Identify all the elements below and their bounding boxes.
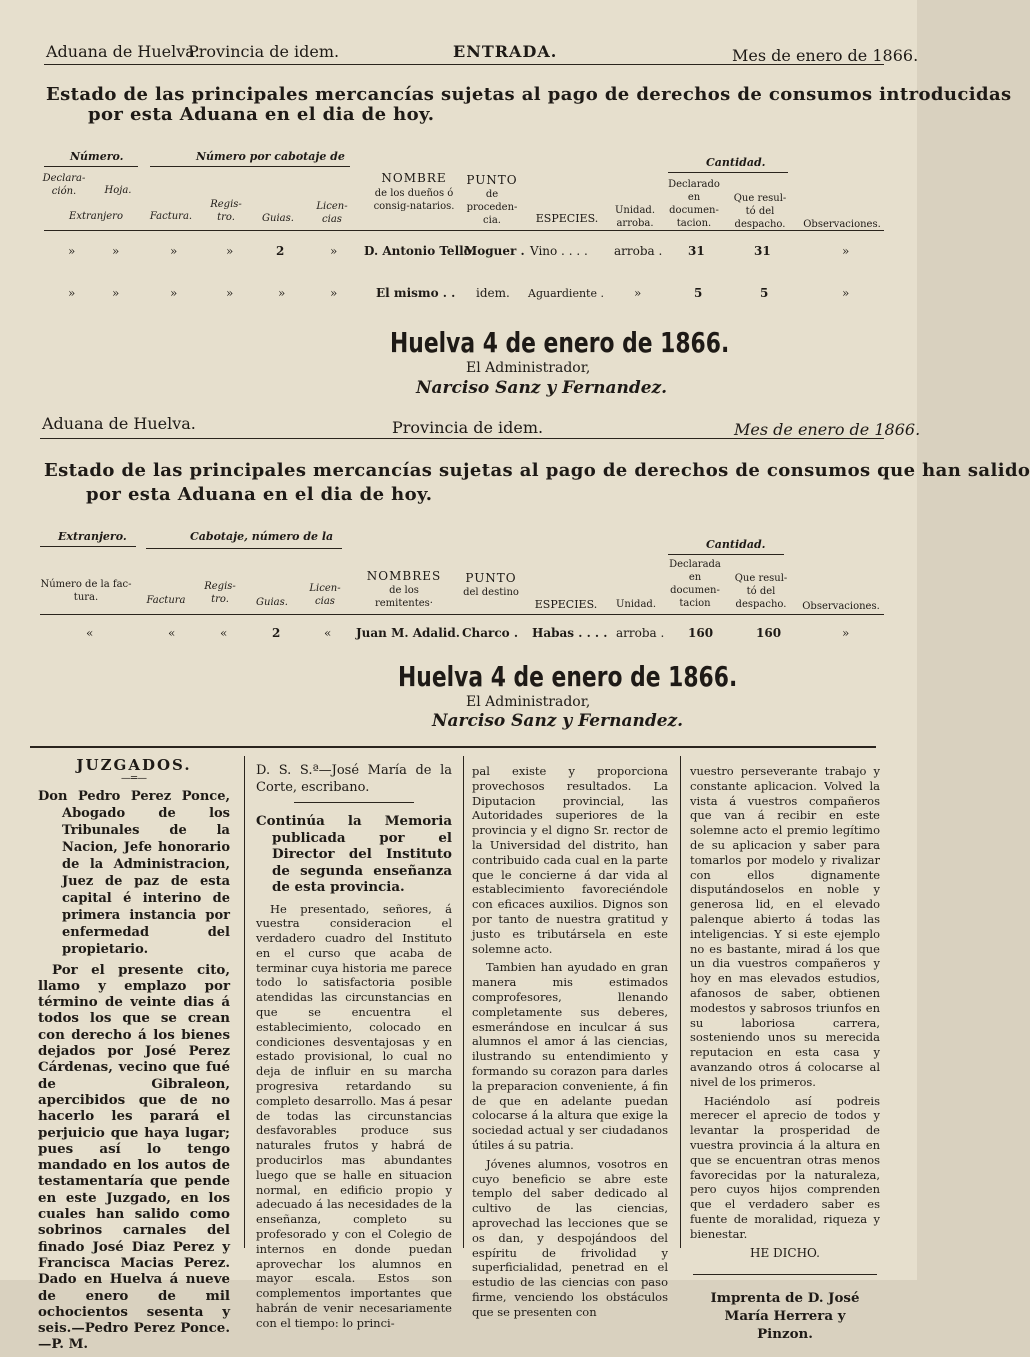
t1r1-licencias: » xyxy=(330,244,338,258)
juzgados-lead: Don Pedro Perez Ponce, Abogado de los Tribunales de la Nacion, Jefe honorario de la Administracion, Juez de paz de esta capital é interino de primera instancia por enfermedad del propietario. xyxy=(38,788,230,957)
t2r1-resulto: 160 xyxy=(756,626,782,640)
t1r1-especies: Vino . . . . xyxy=(530,244,588,258)
table1-admin: El Administrador, xyxy=(466,360,591,376)
t1r1-guias: 2 xyxy=(276,244,285,258)
col-punto-sub-2: del destino xyxy=(463,587,519,598)
col-especies-2: ESPECIES. xyxy=(534,598,598,611)
table2-date: Huelva 4 de enero de 1866. xyxy=(398,660,738,693)
t1r1-registro: » xyxy=(226,244,234,258)
col-resulto-1: Que resul-tó del despacho. xyxy=(733,193,787,230)
col-punto-sub: de proceden-cia. xyxy=(466,189,518,226)
t2r1-nombre: Juan M. Adalid. xyxy=(356,626,460,640)
table2-header-rule xyxy=(40,614,884,615)
memoria-rule xyxy=(294,802,414,803)
memoria-column-1 xyxy=(256,762,452,1335)
group-cantidad-2: Cantidad. xyxy=(706,538,766,551)
t1r2-declaracion: » xyxy=(68,286,76,300)
t1r2-resulto: 5 xyxy=(760,286,769,300)
table1-signature: Narciso Sanz y Fernandez. xyxy=(416,378,668,398)
memoria-column-3 xyxy=(690,764,880,1347)
col-guias-2: Guias. xyxy=(256,597,288,608)
memoria-column-2 xyxy=(472,764,668,1323)
t1r1-hoja: » xyxy=(112,244,120,258)
col-resulto-2: Que resul-tó del despacho. xyxy=(734,573,788,610)
title-ornament: —═— xyxy=(120,772,148,784)
group-cantidad-rule-1 xyxy=(668,172,788,173)
province-1: Provincia de idem. xyxy=(188,42,340,61)
column-divider-2 xyxy=(463,756,464,1248)
col-nombre-head: NOMBRE xyxy=(381,171,447,185)
entry-kind: ENTRADA. xyxy=(453,42,558,61)
col-nombres-head: NOMBRES xyxy=(366,569,442,583)
juzgados-body: Por el presente cito, llamo y emplazo por término de veinte dias á todos los que se crean con derecho á los bienes dejados por José Perez Cárdenas, vecino que fué de Gibraleon, apercibidos que de no hacerlo les parará el perjuicio que haya lugar; pues así lo tengo mandado en los autos de testamentaría que pende en este Juzgado, en los cuales han salido como sobrinos carnales del finado José Diaz Perez y Francisca Macias Perez. Dado en Huelva á nueve de enero de mil ochocientos sesenta y seis.—Pedro Perez Ponce.—P. M. xyxy=(38,961,230,1353)
t1r2-especies: Aguardiente . xyxy=(528,287,604,300)
t2r1-registro: « xyxy=(220,626,228,640)
header-rule-1 xyxy=(44,64,884,65)
table2-signature: Narciso Sanz y Fernandez. xyxy=(432,711,684,731)
t1r2-licencias: » xyxy=(330,286,338,300)
col-punto-head-2: PUNTO xyxy=(465,571,517,585)
t1r1-punto: Moguer . xyxy=(464,244,525,258)
header-rule-2 xyxy=(40,438,884,439)
column-divider-3 xyxy=(680,756,681,1248)
juzgados-column xyxy=(38,758,230,1357)
group-cabotaje-1: Número por cabotaje de xyxy=(196,150,345,163)
col-hoja: Hoja. xyxy=(104,185,132,196)
group-cabotaje-rule-2 xyxy=(146,548,342,549)
memoria-para-4: vuestro perseverante trabajo y constante aplicacion. Volved la vista á vuestros compañeros que van á recibir en este solemne acto el premio legítimo de su aplicacion y saber para tomarlos por modelo y rivalizar con ellos dignamente disputándoselos en noble y generosa lid, en el elevado palenque abierto á todas las inteligencias. Y si este ejemplo no es bastante, mirad á los que un dia vuestros compañeros y hoy en mas elevados estudios, afanosos de saber, obtienen modestos y sabrosos triunfos en su laboriosa carrera, sosteniendo unos su merecida reputacion en esta casa y avanzando otros á colocarse al nivel de los primeros. xyxy=(690,764,880,1089)
closing-he-dicho: HE DICHO. xyxy=(750,1245,820,1260)
col-unidad-2: Unidad. xyxy=(615,599,656,610)
group-numero: Número. xyxy=(70,150,124,163)
section-divider xyxy=(30,746,876,748)
col-especies-1: ESPECIES. xyxy=(535,212,599,225)
col-unidad-1: Unidad. arroba. xyxy=(614,205,655,229)
t2r1-especies: Habas . . . . xyxy=(532,626,608,640)
table2-title-line1: Estado de las principales mercancías sujetas al pago de derechos de consumos que han salido xyxy=(44,460,1030,481)
column-divider-1 xyxy=(244,756,245,1248)
t1r1-declarado: 31 xyxy=(688,244,705,258)
t2r1-observaciones: » xyxy=(842,626,850,640)
customs-name-2: Aduana de Huelva. xyxy=(42,414,196,433)
group-cabotaje-2: Cabotaje, número de la xyxy=(190,530,334,543)
col-guias-1: Guias. xyxy=(262,213,294,224)
table1-date: Huelva 4 de enero de 1866. xyxy=(390,326,730,359)
month-1: Mes de enero de 1866. xyxy=(732,46,919,65)
province-2: Provincia de idem. xyxy=(392,418,544,437)
group-extranjero-rule xyxy=(40,546,136,547)
t1r2-nombre: El mismo . . xyxy=(376,286,456,300)
t2r1-guias: 2 xyxy=(272,626,281,640)
col-registro-2: Regis-tro. xyxy=(204,581,236,605)
escribano-signature: D. S. S.ª—José María de la Corte, escribano. xyxy=(256,763,452,795)
t1r1-unidad: arroba . xyxy=(614,244,663,258)
imprint-rule xyxy=(693,1274,877,1275)
t1r2-hoja: » xyxy=(112,286,120,300)
group-cabotaje-rule-1 xyxy=(150,166,350,167)
t2r1-factura: « xyxy=(168,626,176,640)
col-registro-1: Regis-tro. xyxy=(210,199,242,223)
table1-header-rule xyxy=(44,230,884,231)
t1r1-resulto: 31 xyxy=(754,244,771,258)
table2-admin: El Administrador, xyxy=(466,694,591,710)
col-factura-2: Factura xyxy=(146,595,186,606)
memoria-body-1: He presentado, señores, á vuestra consideracion el verdadero cuadro del Instituto en el curso que acaba de terminar cuya historia me parece todo lo satisfactoria posible atendidas las circunstancias en que se encuentra el establecimiento, colocado en condiciones desventajosas y en estado provisional, lo cual no deja de influir en su marcha progresiva retardando su completo desarrollo. Mas á pesar de todas las circunstancias desfavorables produce sus naturales frutos y habrá de producirlos mas abundantes luego que se halle en situacion normal, en edificio propio y adecuado á las necesidades de la enseñanza, completo su profesorado y con el Colegio de internos en donde puedan aprovechar los alumnos en mayor escala. Estos son complementos importantes que habrán de venir necesariamente con el tiempo: lo princi- xyxy=(256,901,452,1330)
t1r1-declaracion: » xyxy=(68,244,76,258)
t1r1-nombre: D. Antonio Tello. xyxy=(364,244,476,258)
col-nombre-sub: de los dueños ó consig-natarios. xyxy=(373,188,455,212)
t1r1-observaciones: » xyxy=(842,244,850,258)
t1r2-guias: » xyxy=(278,286,286,300)
group-cantidad-rule-2 xyxy=(668,554,784,555)
col-factura-1: Factura. xyxy=(149,211,193,222)
col-licencias-1: Licen-cias xyxy=(316,201,348,225)
t1r2-unidad: » xyxy=(634,286,642,300)
memoria-para-2: Tambien han ayudado en gran manera mis estimados comprofesores, llenando completamente sus deberes, esmerándose en inculcar á sus alumnos el amor á las ciencias, ilustrando su entendimiento y formando su corazon para darles la preparacion conveniente, á fin de que en adelante puedan colocarse á la altura que exige la sociedad actual y ser ciudadanos útiles á su patria. xyxy=(472,960,668,1152)
month-2: Mes de enero de 1866. xyxy=(734,420,921,439)
t1r2-factura: » xyxy=(170,286,178,300)
memoria-para-5: Haciéndolo así podreis merecer el aprecio de todos y levantar la prosperidad de vuestra provincia á la altura en que se encuentran otras menos favorecidas por la naturaleza, pero cuyos hijos comprenden que el verdadero saber es fuente de moralidad, riqueza y bienestar. xyxy=(690,1093,880,1241)
t2r1-unidad: arroba . xyxy=(616,626,665,640)
col-numero-factura: Número de la fac-tura. xyxy=(40,579,132,603)
customs-name-1: Aduana de Huelva. xyxy=(46,42,200,61)
table1-title-line2: por esta Aduana en el dia de hoy. xyxy=(88,104,435,125)
t1r2-registro: » xyxy=(226,286,234,300)
memoria-heading: Continúa la Memoria publicada por el Director del Instituto de segunda enseñanza de esta provincia. xyxy=(256,813,452,895)
col-observaciones-1: Observaciones. xyxy=(803,219,881,230)
t1r2-declarado: 5 xyxy=(694,286,703,300)
group-extranjero: Extranjero. xyxy=(58,530,127,543)
col-declarado: Declarado en documen-tacion. xyxy=(668,179,720,229)
memoria-para-3: Jóvenes alumnos, vosotros en cuyo beneficio se abre este templo del saber dedicado al cultivo de las ciencias, aprovechad las lecciones que se os dan, y despojándoos del espíritu de frivolidad y superficialidad, penetrad en el estudio de las ciencias con paso firme, venciendo los obstáculos que se presenten con xyxy=(472,1156,668,1319)
t2r1-declarada: 160 xyxy=(688,626,714,640)
col-declarada: Declarada en documen-tacion xyxy=(669,559,721,609)
t1r2-punto: idem. xyxy=(476,286,510,300)
t2r1-punto: Charco . xyxy=(462,626,519,640)
t2r1-numero-factura: « xyxy=(86,626,94,640)
t1r2-observaciones: » xyxy=(842,286,850,300)
col-extranjero: Extranjero xyxy=(69,211,123,222)
col-licencias-2: Licen-cias xyxy=(309,583,341,607)
juzgados-title: JUZGADOS. xyxy=(76,756,192,774)
t1r1-factura: » xyxy=(170,244,178,258)
group-cantidad-1: Cantidad. xyxy=(706,156,766,169)
memoria-para-1: pal existe y proporciona provechosos resultados. La Diputacion provincial, las Autoridades superiores de la provincia y el digno Sr. rector de la Universidad del distrito, han contribuido cada cual en la parte que le concierne á dar vida al establecimiento favoreciéndole con eficaces auxilios. Dignos son por tanto de nuestra gratitud y justo es tributársela en este solemne acto. xyxy=(472,764,668,956)
col-nombres-sub: de los remitentes· xyxy=(374,585,433,609)
printer-imprint: Imprenta de D. José María Herrera y Pinzon. xyxy=(710,1290,860,1343)
group-numero-rule xyxy=(44,166,138,167)
col-observaciones-2: Observaciones. xyxy=(802,601,880,612)
table2-title-line2: por esta Aduana en el dia de hoy. xyxy=(86,484,433,505)
col-punto-head: PUNTO xyxy=(466,173,518,187)
table1-title-line1: Estado de las principales mercancías sujetas al pago de derechos de consumos introducidas xyxy=(46,84,1012,105)
col-declaracion: Declara-ción. xyxy=(42,173,86,197)
t2r1-licencias: « xyxy=(324,626,332,640)
